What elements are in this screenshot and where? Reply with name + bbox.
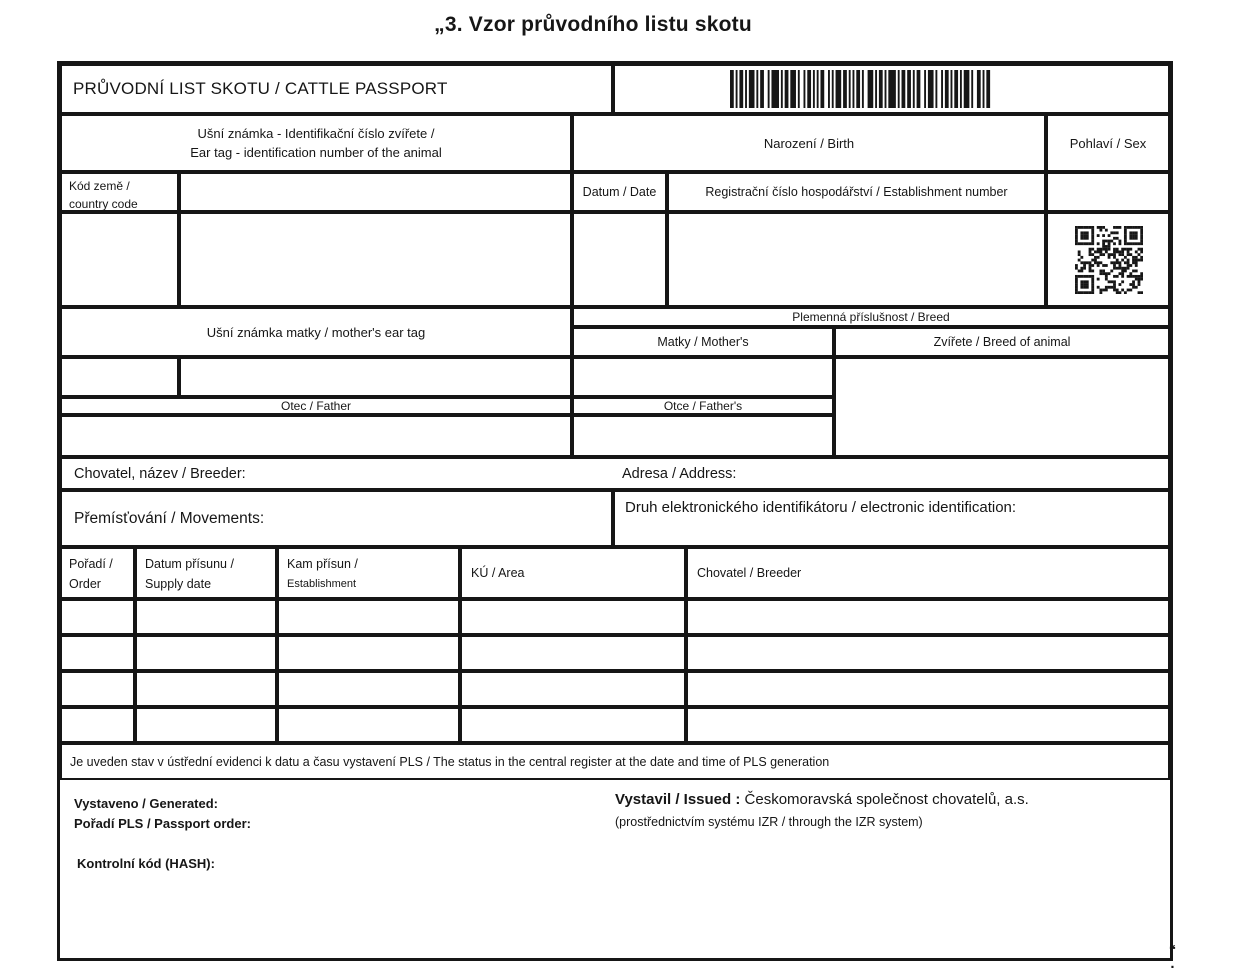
mother-ear-tag-header: Ušní známka matky / mother's ear tag (60, 307, 572, 357)
ear-tag-header-cz: Ušní známka - Identifikační číslo zvířete / (197, 126, 435, 141)
hash-label: Kontrolní kód (HASH): (77, 856, 215, 871)
movement-row-4-cell-1 (60, 707, 135, 743)
mother-breed-value-cell (572, 357, 834, 397)
address-label: Adresa / Address: (622, 465, 737, 482)
closing-period: . (1170, 955, 1175, 972)
breed-header: Plemenná příslušnost / Breed (572, 307, 1170, 327)
mov-col-establishment-cz: Kam přísun / (287, 557, 358, 571)
eid-label: Druh elektronického identifikátoru / electronic identification: (625, 499, 1017, 516)
barcode-image (730, 70, 992, 108)
mov-col-breeder-header: Chovatel / Breeder (686, 547, 1170, 599)
movement-row-4-cell-5 (686, 707, 1170, 743)
mov-col-establishment-header (277, 547, 460, 599)
form-title: PRŮVODNÍ LIST SKOTU / CATTLE PASSPORT (60, 64, 613, 114)
country-code-value-cell (60, 212, 179, 307)
closing-quote: “ (1168, 942, 1177, 959)
barcode-cell (613, 64, 1170, 114)
movement-row-2-cell-4 (460, 635, 686, 671)
mov-col-order-header (60, 547, 135, 599)
country-code-header-en: country code (69, 197, 138, 211)
passport-order-label: Pořadí PLS / Passport order: (74, 816, 251, 831)
movement-row-2-cell-5 (686, 635, 1170, 671)
ear-tag-header-en: Ear tag - identification number of the animal (190, 145, 442, 160)
animal-breed-value-cell (834, 357, 1170, 457)
cattle-passport-form (57, 61, 1173, 961)
movement-row-1-cell-3 (277, 599, 460, 635)
movements-label: Přemísťování / Movements: (60, 490, 613, 547)
father-breed-value-cell (572, 415, 834, 457)
issued-line (615, 790, 1029, 810)
generated-label: Vystaveno / Generated: (74, 796, 219, 811)
movement-row-4-cell-2 (135, 707, 277, 743)
breeder-address-row (60, 457, 1170, 490)
birth-date-value-cell (572, 212, 667, 307)
movement-row-2-cell-1 (60, 635, 135, 671)
mother-country-code-cell (60, 357, 179, 397)
qr-code-cell (1046, 212, 1170, 307)
sex-header: Pohlaví / Sex (1046, 114, 1170, 172)
movement-row-3-cell-3 (277, 671, 460, 707)
birth-date-header: Datum / Date (572, 172, 667, 212)
mov-col-order-en: Order (69, 577, 101, 591)
eid-label-cell (613, 490, 1170, 547)
country-code-header (60, 172, 179, 212)
movement-row-2-cell-2 (135, 635, 277, 671)
movement-row-2-cell-3 (277, 635, 460, 671)
ear-tag-value-cell (179, 212, 572, 307)
movement-row-1-cell-2 (135, 599, 277, 635)
issued-label: Vystavil / Issued : (615, 791, 741, 808)
movement-row-3-cell-5 (686, 671, 1170, 707)
movement-row-1-cell-5 (686, 599, 1170, 635)
qr-code-image (1075, 226, 1143, 294)
establishment-value-cell (667, 212, 1046, 307)
movement-row-1-cell-1 (60, 599, 135, 635)
establishment-header: Registrační číslo hospodářství / Establishment number (667, 172, 1046, 212)
ear-tag-number-header-cell (179, 172, 572, 212)
breeder-label: Chovatel, název / Breeder: (74, 465, 246, 482)
movement-row-1-cell-4 (460, 599, 686, 635)
ear-tag-header (60, 114, 572, 172)
sex-value-cell (1046, 172, 1170, 212)
mov-col-supply-date-cz: Datum přísunu / (145, 557, 234, 571)
country-code-header-cz: Kód země / (69, 179, 130, 193)
father-ear-tag-value-cell (60, 415, 572, 457)
movement-row-3-cell-4 (460, 671, 686, 707)
birth-header: Narození / Birth (572, 114, 1046, 172)
mov-col-supply-date-header (135, 547, 277, 599)
father-breed-header: Otce / Father's (572, 397, 834, 415)
mother-ear-tag-value-cell (179, 357, 572, 397)
status-note: Je uveden stav v ústřední evidenci k datu a času vystavení PLS / The status in the central register at the date and time of PLS generation (60, 743, 1170, 780)
mov-col-area-header: KÚ / Area (460, 547, 686, 599)
movement-row-3-cell-1 (60, 671, 135, 707)
movement-row-3-cell-2 (135, 671, 277, 707)
movement-row-4-cell-3 (277, 707, 460, 743)
animal-breed-header: Zvířete / Breed of animal (834, 327, 1170, 357)
mov-col-supply-date-en: Supply date (145, 577, 212, 591)
movement-row-4-cell-4 (460, 707, 686, 743)
page-title: „3. Vzor průvodního listu skotu (434, 13, 752, 36)
mov-col-establishment-en: Establishment (287, 578, 357, 590)
father-header: Otec / Father (60, 397, 572, 415)
issued-value: Českomoravská společnost chovatelů, a.s. (744, 791, 1029, 808)
mother-breed-header: Matky / Mother's (572, 327, 834, 357)
closing-quote-mark (1150, 944, 1195, 970)
mov-col-order-cz: Pořadí / (69, 557, 113, 571)
issued-via: (prostřednictvím systému IZR / through the IZR system) (615, 815, 923, 829)
